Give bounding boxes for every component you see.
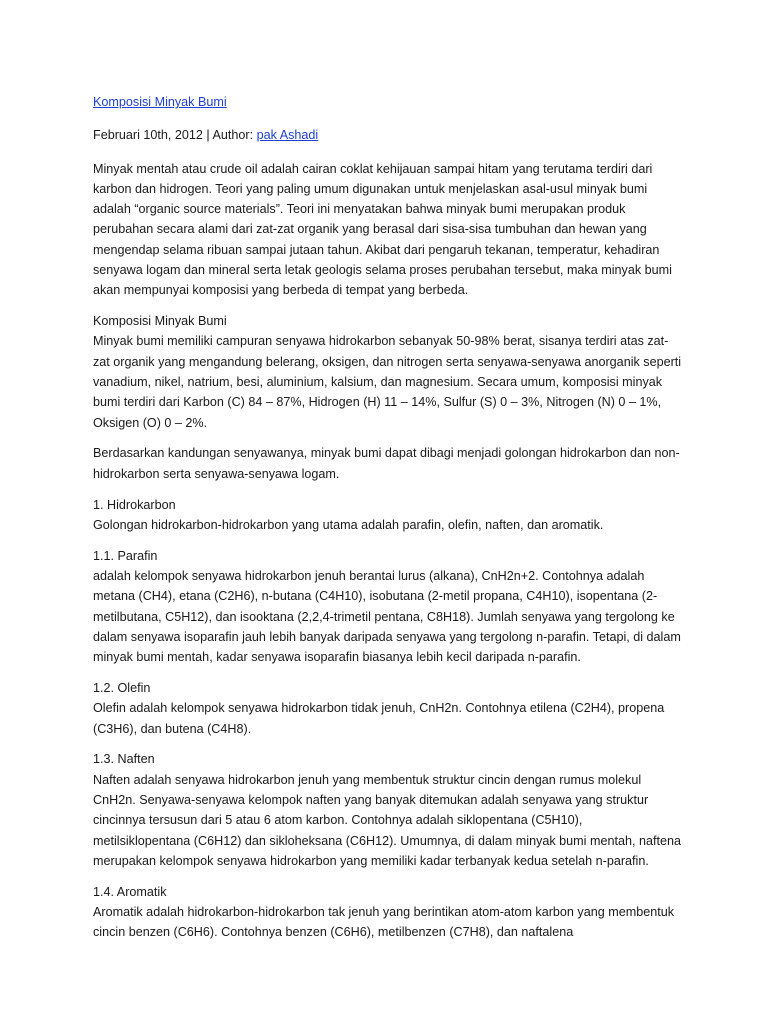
olefin-text: Olefin adalah kelompok senyawa hidrokarbon tidak jenuh, CnH2n. Contohnya etilena (C2H4), propena (C3H6), dan butena (C4H8). — [93, 701, 665, 736]
paraffin-text: adalah kelompok senyawa hidrokarbon jenuh berantai lurus (alkana), CnH2n+2. Contohnya adalah metana (CH4), etana (C2H6), n-butana (C4H10), isobutana (2-metil propana, C4H10), isopentana (2-metilbutana, C5H12), dan isooktana (2,2,4-trimetil pentana, C8H18). Jumlah senyawa yang tergolong ke dalam senyawa isoparafin jauh lebih banyak daripada senyawa yang tergolong n-parafin. Tetapi, di dalam minyak bumi mentah, kadar senyawa isoparafin biasanya lebih kecil daripada n-parafin. — [93, 568, 681, 665]
hydrocarbon-heading: 1. Hidrokarbon — [93, 497, 176, 512]
meta-separator: | Author: — [202, 128, 257, 143]
naphthene-heading: 1.3. Naften — [93, 752, 155, 767]
olefin-section — [93, 678, 683, 739]
paraffin-section — [93, 546, 683, 668]
meta-line — [93, 125, 683, 145]
composition-section — [93, 311, 683, 433]
classification-paragraph: Berdasarkan kandungan senyawanya, minyak bumi dapat dibagi menjadi golongan hidrokarbon dan non-hidrokarbon serta senyawa-senyawa logam. — [93, 446, 680, 481]
aromatic-heading: 1.4. Aromatik — [93, 884, 167, 899]
hydrocarbon-section — [93, 495, 683, 536]
aromatic-text: Aromatik adalah hidrokarbon-hidrokarbon tak jenuh yang berintikan atom-atom karbon yang membentuk cincin benzen (C6H6). Contohnya benzen (C6H6), metilbenzen (C7H8), dan naftalena — [93, 904, 675, 940]
paraffin-heading: 1.1. Parafin — [93, 548, 158, 563]
hydrocarbon-text: Golongan hidrokarbon-hidrokarbon yang utama adalah parafin, olefin, naften, dan aromatik. — [93, 517, 604, 532]
document-page — [93, 92, 683, 953]
intro-paragraph: Minyak mentah atau crude oil adalah cairan coklat kehijauan sampai hitam yang terutama terdiri dari karbon dan hidrogen. Teori yang paling umum digunakan untuk menjelaskan asal-usul minyak bumi adalah “organic source materials”. Teori ini menyatakan bahwa minyak bumi merupakan produk perubahan secara alami dari zat-zat organik yang berasal dari sisa-sisa tumbuhan dan hewan yang mengendap selama ribuan sampai jutaan tahun. Akibat dari pengaruh tekanan, temperatur, kehadiran senyawa logam dan mineral serta letak geologis selama proses perubahan tersebut, maka minyak bumi akan mempunyai komposisi yang berbeda di tempat yang berbeda. — [93, 161, 672, 298]
title-paragraph — [93, 92, 683, 112]
naphthene-section — [93, 749, 683, 871]
aromatic-section — [93, 882, 683, 943]
title-link[interactable]: Komposisi Minyak Bumi — [93, 95, 227, 109]
post-date: Februari 10th, 2012 — [93, 128, 203, 143]
composition-text: Minyak bumi memiliki campuran senyawa hidrokarbon sebanyak 50-98% berat, sisanya terdiri atas zat-zat organik yang mengandung belerang, oksigen, dan nitrogen serta senyawa-senyawa anorganik seperti vanadium, nikel, natrium, besi, aluminium, kalsium, dan magnesium. Secara umum, komposisi minyak bumi terdiri dari Karbon (C) 84 – 87%, Hidrogen (H) 11 – 14%, Sulfur (S) 0 – 3%, Nitrogen (N) 0 – 1%, Oksigen (O) 0 – 2%. — [93, 334, 682, 430]
naphthene-text: Naften adalah senyawa hidrokarbon jenuh yang membentuk struktur cincin dengan rumus molekul CnH2n. Senyawa-senyawa kelompok naften yang banyak ditemukan adalah senyawa yang struktur cincinnya tersusun dari 5 atau 6 atom karbon. Contohnya adalah siklopentana (C5H10), metilsiklopentana (C6H12) dan sikloheksana (C6H12). Umumnya, di dalam minyak bumi mentah, naftena merupakan kelompok senyawa hidrokarbon yang memiliki kadar terbanyak kedua setelah n-parafin. — [93, 772, 681, 868]
author-link[interactable]: pak Ashadi — [256, 128, 319, 143]
composition-heading: Komposisi Minyak Bumi — [93, 314, 227, 329]
olefin-heading: 1.2. Olefin — [93, 680, 151, 695]
